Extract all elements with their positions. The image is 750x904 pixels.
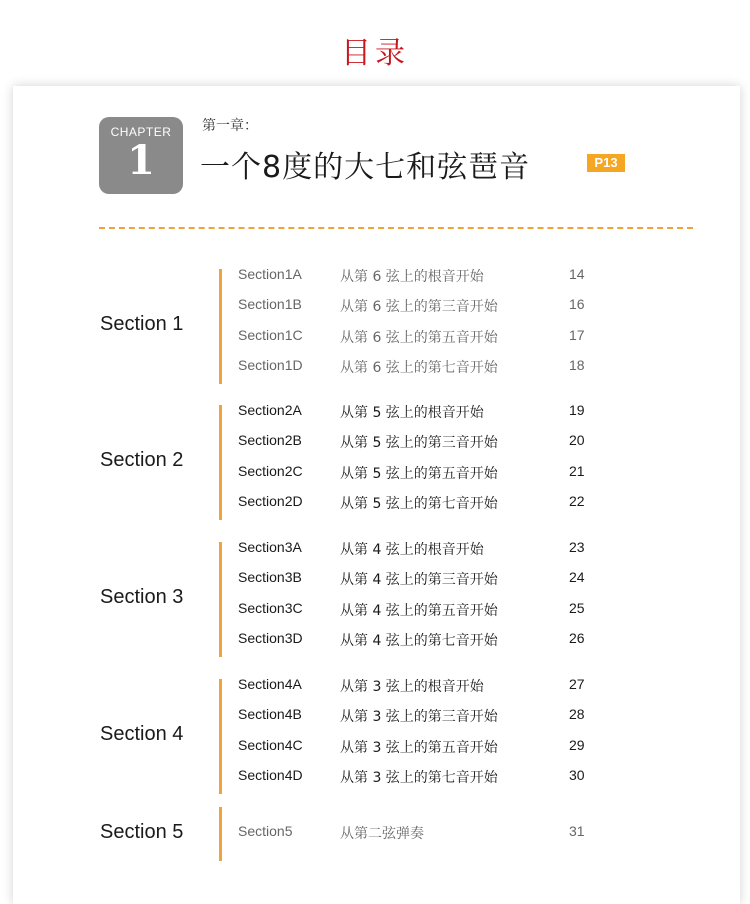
toc-row[interactable] xyxy=(13,630,740,660)
toc-row-code: Section3D xyxy=(238,629,303,646)
toc-row-page-number: 20 xyxy=(569,432,585,449)
toc-row-description: 从第 6 弦上的第三音开始 xyxy=(340,299,498,316)
toc-row-page-number: 30 xyxy=(569,766,585,783)
toc-row[interactable] xyxy=(13,600,740,630)
section-name: Section 3 xyxy=(100,586,184,609)
toc-row-page-number: 31 xyxy=(569,823,585,839)
toc-row-code: Section4A xyxy=(238,676,302,692)
chapter-subtitle: 第一章： xyxy=(202,118,258,134)
toc-row[interactable] xyxy=(13,569,740,599)
toc-row[interactable] xyxy=(13,432,740,462)
toc-row-code: Section1A xyxy=(238,266,302,282)
toc-row-code: Section2D xyxy=(238,492,303,509)
toc-row-code: Section1D xyxy=(238,356,303,373)
toc-row-page-number: 26 xyxy=(569,629,585,646)
toc-row-code: Section3C xyxy=(238,599,303,616)
toc-row-code: Section4D xyxy=(238,766,303,783)
toc-card xyxy=(13,86,740,904)
toc-row-code: Section5 xyxy=(238,823,293,839)
toc-row[interactable] xyxy=(13,402,740,432)
toc-row-description: 从第 4 弦上的第三音开始 xyxy=(340,572,498,589)
toc-row[interactable] xyxy=(13,823,740,853)
toc-row-description: 从第 4 弦上的第五音开始 xyxy=(340,602,498,619)
toc-row-page-number: 17 xyxy=(569,326,585,343)
toc-row-description: 从第 3 弦上的第七音开始 xyxy=(340,769,498,786)
toc-row-page-number: 27 xyxy=(569,676,585,692)
toc-row-description: 从第 3 弦上的根音开始 xyxy=(340,679,484,695)
toc-row-description: 从第 3 弦上的第五音开始 xyxy=(340,739,498,756)
chapter-page-tag: P13 xyxy=(587,154,625,172)
dashed-divider xyxy=(99,227,693,229)
toc-row-page-number: 18 xyxy=(569,356,585,373)
toc-row[interactable] xyxy=(13,463,740,493)
toc-row-description: 从第二弦弹奏 xyxy=(340,826,424,842)
toc-row-code: Section2B xyxy=(238,432,302,449)
toc-row-code: Section4B xyxy=(238,706,302,723)
toc-row-code: Section3A xyxy=(238,539,302,555)
toc-row-code: Section4C xyxy=(238,736,303,753)
toc-row-description: 从第 5 弦上的第三音开始 xyxy=(340,435,498,452)
toc-row-page-number: 21 xyxy=(569,462,585,479)
toc-row-code: Section1C xyxy=(238,326,303,343)
toc-row[interactable] xyxy=(13,676,740,706)
toc-row-page-number: 16 xyxy=(569,296,585,313)
toc-row-description: 从第 6 弦上的根音开始 xyxy=(340,269,484,285)
toc-row-description: 从第 5 弦上的第五音开始 xyxy=(340,465,498,482)
toc-row-code: Section3B xyxy=(238,569,302,586)
toc-row[interactable] xyxy=(13,706,740,736)
toc-row-page-number: 25 xyxy=(569,599,585,616)
toc-row-page-number: 28 xyxy=(569,706,585,723)
toc-row-page-number: 19 xyxy=(569,402,585,418)
toc-row[interactable] xyxy=(13,493,740,523)
toc-row-description: 从第 6 弦上的第五音开始 xyxy=(340,329,498,346)
chapter-badge-label: CHAPTER xyxy=(110,125,172,139)
toc-row[interactable] xyxy=(13,266,740,296)
chapter-badge-number: 1 xyxy=(127,137,155,184)
toc-row-code: Section1B xyxy=(238,296,302,313)
chapter-title: 一个8度的大七和弦琶音 xyxy=(200,150,531,185)
section-name: Section 5 xyxy=(100,821,184,843)
toc-row-code: Section2C xyxy=(238,462,303,479)
page-title: 目录 xyxy=(341,36,409,71)
toc-row-page-number: 29 xyxy=(569,736,585,753)
toc-row[interactable] xyxy=(13,767,740,797)
toc-row[interactable] xyxy=(13,296,740,326)
toc-row[interactable] xyxy=(13,357,740,387)
toc-row-code: Section2A xyxy=(238,402,302,418)
toc-row-description: 从第 4 弦上的第七音开始 xyxy=(340,632,498,649)
toc-row[interactable] xyxy=(13,737,740,767)
toc-row-description: 从第 5 弦上的根音开始 xyxy=(340,405,484,421)
section-name: Section 4 xyxy=(100,723,184,746)
toc-row-description: 从第 3 弦上的第三音开始 xyxy=(340,709,498,726)
toc-row-description: 从第 6 弦上的第七音开始 xyxy=(340,359,498,376)
toc-row-page-number: 14 xyxy=(569,266,585,282)
toc-row[interactable] xyxy=(13,327,740,357)
chapter-badge xyxy=(99,117,183,194)
toc-row-page-number: 22 xyxy=(569,492,585,509)
toc-row-description: 从第 5 弦上的第七音开始 xyxy=(340,495,498,512)
section-name: Section 1 xyxy=(100,313,184,336)
toc-row[interactable] xyxy=(13,539,740,569)
section-name: Section 2 xyxy=(100,449,184,472)
toc-row-description: 从第 4 弦上的根音开始 xyxy=(340,542,484,558)
toc-row-page-number: 24 xyxy=(569,569,585,586)
toc-row-page-number: 23 xyxy=(569,539,585,555)
